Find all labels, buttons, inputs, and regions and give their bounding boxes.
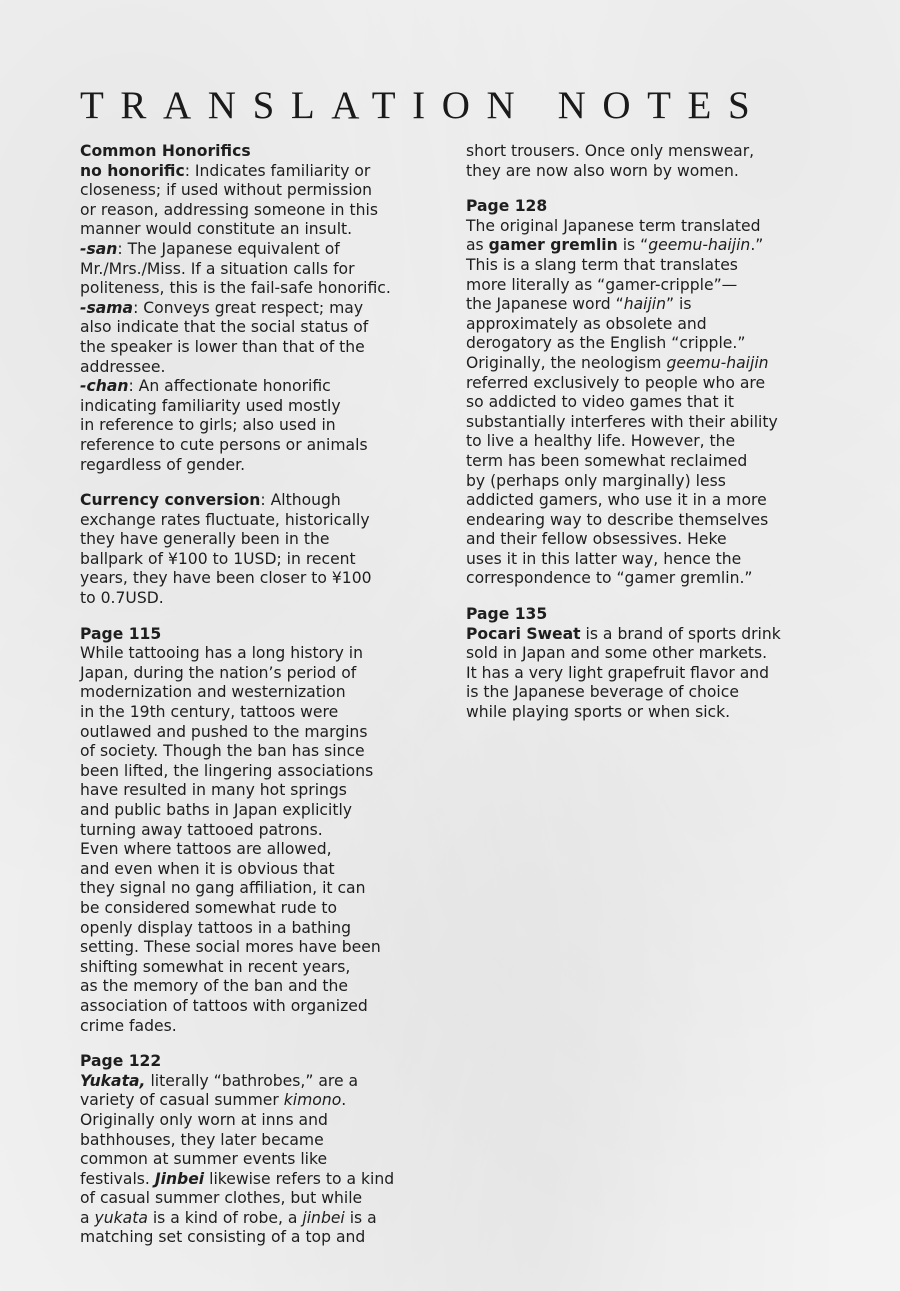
text-run: is the Japanese beverage of choice (466, 683, 739, 702)
text-line (80, 625, 430, 645)
text-line (80, 1209, 430, 1229)
text-run: is a (344, 1208, 377, 1227)
text-line (466, 550, 826, 570)
text-run: exchange rates fluctuate, historically (80, 510, 370, 529)
text-run: of casual summer clothes, but while (80, 1189, 363, 1208)
paragraph-gap (80, 609, 430, 625)
text-run: have resulted in many hot springs (80, 781, 347, 800)
right-column (466, 142, 826, 723)
text-line (466, 334, 826, 354)
text-line (80, 436, 430, 456)
emphasis-text: geemu-haijin (666, 353, 769, 372)
text-line (80, 511, 430, 531)
text-line (80, 1189, 430, 1209)
text-run: association of tattoos with organized (80, 996, 368, 1015)
text-run: indicating familiarity used mostly (80, 396, 341, 415)
emphasis-text: Currency conversion (80, 491, 261, 510)
text-run: The original Japanese term translated (466, 216, 761, 235)
left-column (80, 142, 430, 1248)
text-run: and even when it is obvious that (80, 859, 335, 878)
text-run: as the memory of the ban and the (80, 977, 349, 996)
text-run: bathhouses, they later became (80, 1130, 324, 1149)
text-line (80, 589, 430, 609)
text-line (466, 491, 826, 511)
text-line (80, 338, 430, 358)
text-run: : Indicates familiarity or (184, 161, 371, 180)
text-run: the Japanese word “ (466, 295, 624, 314)
text-line (466, 683, 826, 703)
emphasis-text: Pocari Sweat (466, 624, 581, 643)
text-line (80, 801, 430, 821)
text-line (80, 879, 430, 899)
text-line (80, 358, 430, 378)
text-line (80, 1228, 430, 1248)
text-run: modernization and westernization (80, 683, 346, 702)
text-line (80, 997, 430, 1017)
text-line (80, 550, 430, 570)
text-run: so addicted to video games that it (466, 393, 734, 412)
page-title: TRANSLATION NOTES (80, 84, 767, 127)
text-line (80, 703, 430, 723)
text-line (466, 605, 826, 625)
text-line (80, 1131, 430, 1151)
text-line (80, 530, 430, 550)
text-line (80, 456, 430, 476)
text-line (466, 530, 826, 550)
text-line (466, 511, 826, 531)
text-line (80, 860, 430, 880)
text-line (80, 664, 430, 684)
text-run: short trousers. Once only menswear, (466, 142, 755, 160)
text-run: Originally, the neologism (466, 353, 667, 372)
text-run: correspondence to “gamer gremlin.” (466, 569, 753, 588)
text-run: shifting somewhat in recent years, (80, 957, 351, 976)
text-line (80, 919, 430, 939)
text-run: closeness; if used without permission (80, 181, 373, 200)
text-run: Even where tattoos are allowed, (80, 840, 332, 859)
text-line (80, 377, 430, 397)
text-run: to live a healthy life. However, the (466, 432, 736, 451)
text-line (466, 295, 826, 315)
paragraph-gap (466, 181, 826, 197)
emphasis-text: geemu-haijin (648, 236, 751, 255)
text-line (466, 413, 826, 433)
text-run: variety of casual summer (80, 1091, 284, 1110)
text-line (80, 958, 430, 978)
text-line (80, 1170, 430, 1190)
text-run: politeness, this is the fail-safe honorific. (80, 279, 391, 298)
text-line (466, 664, 826, 684)
text-run: reference to cute persons or animals (80, 435, 368, 454)
text-line (80, 723, 430, 743)
text-run: Japan, during the nation’s period of (80, 663, 357, 682)
emphasis-text: Page 115 (80, 624, 162, 643)
text-line (80, 781, 430, 801)
text-run: while playing sports or when sick. (466, 703, 731, 722)
text-run: and their fellow obsessives. Heke (466, 530, 727, 549)
emphasis-text: -sama (80, 298, 134, 317)
text-run: : The Japanese equivalent of (117, 239, 340, 258)
text-run: a (80, 1208, 95, 1227)
text-run: ” is (666, 295, 692, 314)
text-run: of society. Though the ban has since (80, 742, 365, 761)
text-run: regardless of gender. (80, 455, 246, 474)
text-line (80, 1150, 430, 1170)
text-run: they signal no gang affiliation, it can (80, 879, 366, 898)
text-run: openly display tattoos in a bathing (80, 918, 352, 937)
text-line (466, 374, 826, 394)
text-run: been lifted, the lingering associations (80, 761, 374, 780)
text-run: matching set consisting of a top and (80, 1228, 366, 1247)
text-run: or reason, addressing someone in this (80, 200, 378, 219)
text-line (80, 491, 430, 511)
emphasis-text: Common Honorifics (80, 142, 251, 160)
text-line (80, 142, 430, 162)
text-run: manner would constitute an insult. (80, 220, 353, 239)
text-run: : An affectionate honorific (128, 377, 331, 396)
text-line (80, 299, 430, 319)
text-run: festivals. (80, 1169, 155, 1188)
text-line (80, 162, 430, 182)
emphasis-text: no honorific (80, 161, 185, 180)
text-run: derogatory as the English “cripple.” (466, 334, 746, 353)
text-line (80, 260, 430, 280)
emphasis-text: gamer gremlin (488, 236, 618, 255)
text-run: outlawed and pushed to the margins (80, 722, 368, 741)
text-run: common at summer events like (80, 1150, 328, 1169)
text-run: they have generally been in the (80, 530, 330, 549)
text-run: : Conveys great respect; may (133, 298, 364, 317)
paragraph-gap (466, 589, 826, 605)
text-run: the speaker is lower than that of the (80, 337, 365, 356)
text-line (466, 472, 826, 492)
text-line (466, 197, 826, 217)
text-run: . (341, 1091, 347, 1110)
text-line (466, 393, 826, 413)
text-line (80, 644, 430, 664)
text-line (80, 938, 430, 958)
text-run: uses it in this latter way, hence the (466, 549, 742, 568)
emphasis-text: Yukata, (80, 1071, 146, 1090)
text-run: It has a very light grapefruit flavor and (466, 663, 770, 682)
emphasis-text: yukata (94, 1208, 148, 1227)
text-run: .” (750, 236, 764, 255)
text-run: is “ (617, 236, 649, 255)
text-line (466, 256, 826, 276)
text-line (80, 416, 430, 436)
text-run: in the 19th century, tattoos were (80, 703, 339, 722)
text-run: is a kind of robe, a (147, 1208, 303, 1227)
text-line (466, 315, 826, 335)
text-line (80, 1111, 430, 1131)
text-line (80, 762, 430, 782)
text-line (80, 220, 430, 240)
emphasis-text: -san (80, 239, 118, 258)
text-run: endearing way to describe themselves (466, 510, 769, 529)
text-line (80, 977, 430, 997)
text-run: setting. These social mores have been (80, 938, 381, 957)
text-line (80, 397, 430, 417)
text-line (466, 432, 826, 452)
text-run: as (466, 236, 489, 255)
text-line (466, 236, 826, 256)
text-run: : Although (260, 491, 341, 510)
emphasis-text: jinbei (302, 1208, 345, 1227)
text-run: Mr./Mrs./Miss. If a situation calls for (80, 259, 355, 278)
text-line (80, 1052, 430, 1072)
text-run: likewise refers to a kind (204, 1169, 395, 1188)
text-line (466, 452, 826, 472)
text-run: approximately as obsolete and (466, 314, 707, 333)
text-line (466, 354, 826, 374)
text-line (466, 703, 826, 723)
text-line (80, 1091, 430, 1111)
text-run: sold in Japan and some other markets. (466, 644, 768, 663)
text-line (80, 899, 430, 919)
text-run: ballpark of ¥100 to 1USD; in recent (80, 549, 356, 568)
text-run: be considered somewhat rude to (80, 898, 338, 917)
text-run: in reference to girls; also used in (80, 416, 336, 435)
text-run: While tattooing has a long history in (80, 644, 364, 663)
text-line (466, 569, 826, 589)
text-line (466, 217, 826, 237)
emphasis-text: -chan (80, 377, 129, 396)
text-line (466, 162, 826, 182)
text-run: addressee. (80, 357, 166, 376)
text-line (80, 683, 430, 703)
text-line (80, 279, 430, 299)
text-line (466, 625, 826, 645)
text-run: substantially interferes with their ability (466, 412, 778, 431)
text-line (80, 240, 430, 260)
emphasis-text: kimono (283, 1091, 342, 1110)
text-line (80, 181, 430, 201)
text-line (80, 1072, 430, 1092)
text-run: Originally only worn at inns and (80, 1110, 328, 1129)
text-run: by (perhaps only marginally) less (466, 471, 726, 490)
text-run: also indicate that the social status of (80, 318, 369, 337)
emphasis-text: Page 128 (466, 197, 548, 216)
text-run: turning away tattooed patrons. (80, 820, 323, 839)
text-line (80, 569, 430, 589)
text-run: crime fades. (80, 1016, 177, 1035)
text-line (80, 318, 430, 338)
text-line (466, 276, 826, 296)
paragraph-gap (80, 1036, 430, 1052)
emphasis-text: Page 122 (80, 1052, 162, 1071)
text-line (466, 142, 826, 162)
text-run: This is a slang term that translates (466, 255, 738, 274)
text-line (80, 840, 430, 860)
text-run: addicted gamers, who use it in a more (466, 491, 767, 510)
text-line (80, 201, 430, 221)
text-run: referred exclusively to people who are (466, 373, 766, 392)
text-line (80, 1017, 430, 1037)
text-run: more literally as “gamer-cripple”— (466, 275, 738, 294)
text-run: years, they have been closer to ¥100 (80, 569, 372, 588)
text-run: is a brand of sports drink (580, 624, 781, 643)
text-run: and public baths in Japan explicitly (80, 801, 353, 819)
text-line (80, 821, 430, 841)
text-line (466, 644, 826, 664)
text-run: term has been somewhat reclaimed (466, 451, 748, 470)
text-run: literally “bathrobes,” are a (145, 1071, 359, 1090)
emphasis-text: Page 135 (466, 605, 548, 624)
text-run: they are now also worn by women. (466, 161, 739, 180)
text-run: to 0.7USD. (80, 589, 164, 608)
text-line (80, 742, 430, 762)
paragraph-gap (80, 475, 430, 491)
emphasis-text: Jinbei (154, 1169, 205, 1188)
emphasis-text: haijin (623, 295, 667, 314)
